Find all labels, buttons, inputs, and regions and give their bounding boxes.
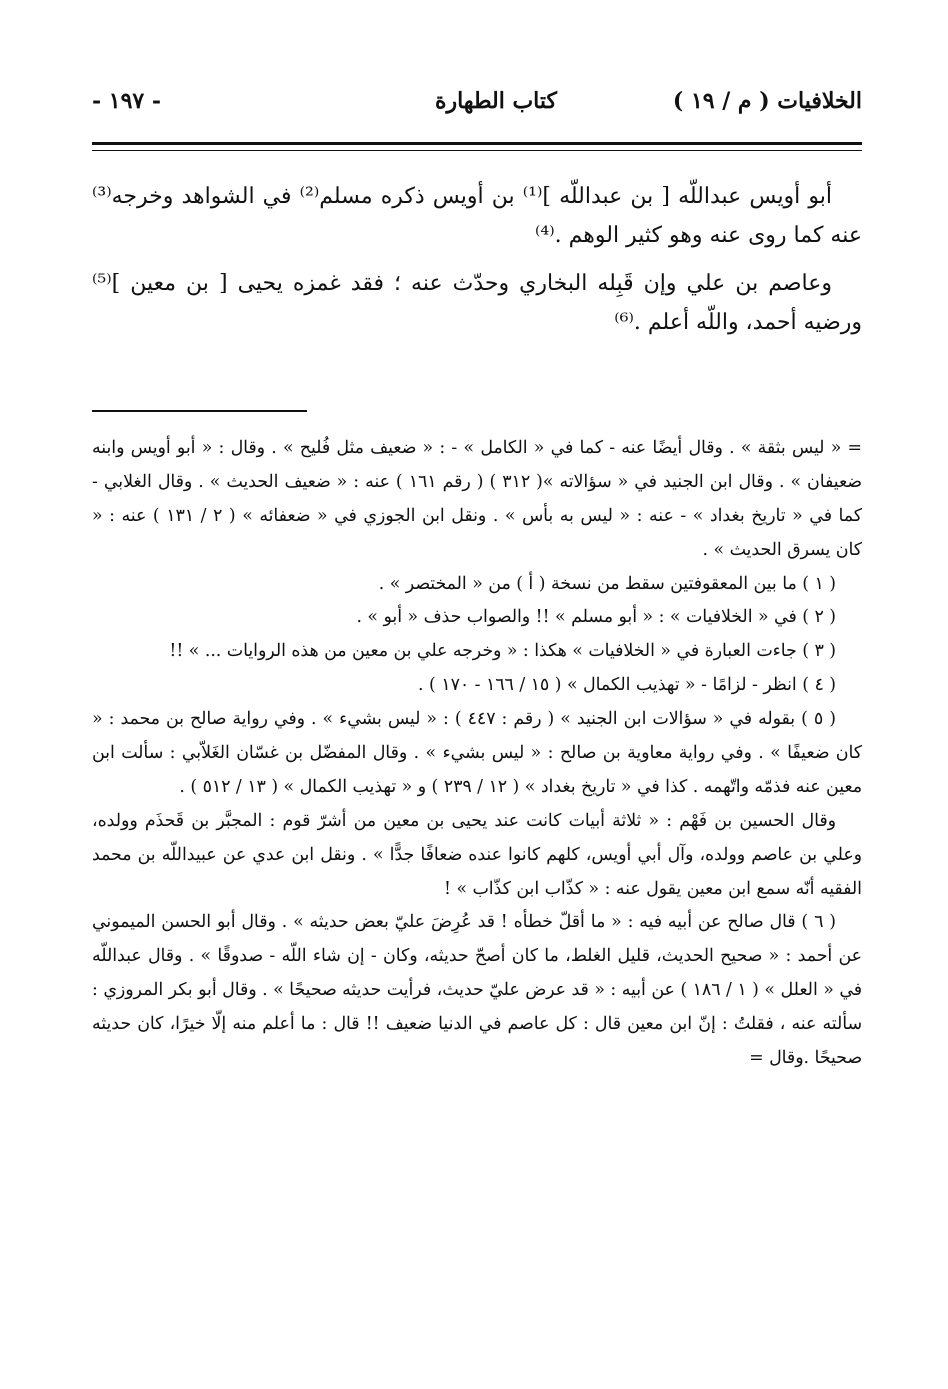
footnote-6: ( ٦ ) قال صالح عن أبيه فيه : « ما أقلّ خطأه ! قد عُرِضَ عليّ بعض حديثه » . وقال أبو الحسن الميموني عن أحمد : « صحيح الحديث، قليل الغلط، ما كان أصحّ حديثه، وكان - إن شاء اللّه - صدوقًا » . وقال عبداللّه في « العلل » ( ١ / ١٨٦ ) عن أبيه : « قد عرض عليّ حديث، فرأيت حديثه صحيحًا » . وقال أبو بكر المروزي : سألته عنه ، فقلتُ : إنّ ابن معين قال : كل عاصم في الدنيا ضعيف !! قال : ما أعلم منه إلّا خيرًا، كان حديثه صحيحًا .وقال = (92, 912, 863, 1069)
header-rule-thin (92, 150, 862, 151)
footnote-separator (92, 410, 307, 412)
chapter-title: كتاب الطهارة (434, 88, 557, 114)
main-text (92, 178, 862, 352)
main-paragraph: أبو أويس عبداللّه [ بن عبداللّه ]⁽¹⁾ بن أويس ذكره مسلم⁽²⁾ في الشواهد وخرجه⁽³⁾ عنه كما روى عنه وهو كثير الوهم .⁽⁴⁾ (92, 184, 862, 248)
book-title: الخلافيات ( م / ١٩ ) (672, 88, 862, 114)
main-paragraph: وعاصم بن علي وإن قَبِله البخاري وحدّث عنه ؛ فقد غمزه يحيى [ بن معين ]⁽⁵⁾ ورضيه أحمد، واللّه أعلم .⁽⁶⁾ (92, 271, 862, 335)
footnote-1: ( ١ ) ما بين المعقوفتين سقط من نسخة ( أ ) من « المختصر » . (378, 573, 836, 594)
footnote-2: ( ٢ ) في « الخلافيات » : « أبو مسلم » !! والصواب حذف « أبو » . (356, 607, 836, 628)
running-header (92, 80, 862, 128)
footnote-3: ( ٣ ) جاءت العبارة في « الخلافيات » هكذا : « وخرجه علي بن معين من هذه الروايات ... » !! (169, 641, 836, 662)
book-page (92, 80, 862, 1360)
footnote-5: ( ٥ ) بقوله في « سؤالات ابن الجنيد » ( رقم : ٤٤٧ ) : « ليس بشيء » . وفي رواية صالح بن محمد : « كان ضعيفًا » . وفي رواية معاوية بن صالح : « ليس بشيء » . وقال المفضّل بن غسّان الغَلاّبي : سألت ابن معين عنه فذمّه واتّهمه . كذا في « تاريخ بغداد » ( ١٢ / ٢٣٩ ) و « تهذيب الكمال » ( ١٣ / ٥١٢ ) . (92, 709, 862, 797)
footnotes (92, 432, 862, 1076)
page-number: - ١٩٧ - (92, 88, 162, 114)
footnote-continuation: = « ليس بثقة » . وقال أيضًا عنه - كما في « الكامل » - : « ضعيف مثل فُليح » . وقال : « أبو أويس وابنه ضعيفان » . وقال ابن الجنيد في « سؤالاته »( ٣١٢ ) ( رقم ١٦١ ) عنه : « ضعيف الحديث » . وقال الغلابي - كما في « تاريخ بغداد » - عنه : « ليس به بأس » . ونقل ابن الجوزي في « ضعفائه » ( ٢ / ١٣١ ) عنه : « كان يسرق الحديث » . (92, 438, 863, 560)
header-rule-thick (92, 142, 862, 145)
footnote-5-cont: وقال الحسين بن فَهْم : « ثلاثة أبيات كانت عند يحيى بن معين من أشرّ قوم : المجبَّر بن قَحذَم وولده، وعلي بن عاصم وولده، وآل أبي أويس، كلهم كانوا عنده ضعافًا جدًّا » . ونقل ابن عدي عن عبيداللّه بن محمد الفقيه أنّه سمع ابن معين يقول عنه : « كذّاب ابن كذّاب » ! (92, 810, 862, 899)
footnote-4: ( ٤ ) انظر - لزامًا - « تهذيب الكمال » ( ١٥ / ١٦٦ - ١٧٠ ) . (418, 675, 836, 696)
